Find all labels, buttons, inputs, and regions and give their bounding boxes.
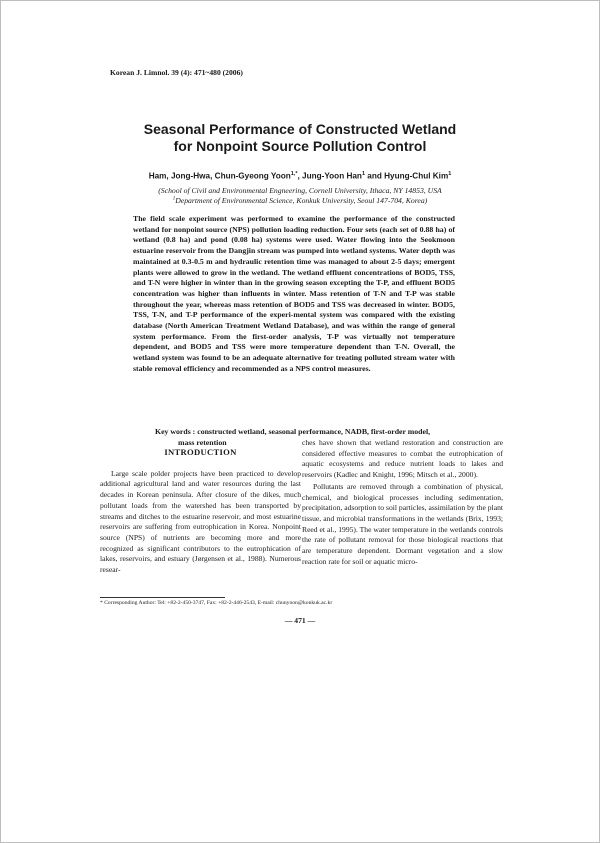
paper-title-line-2: for Nonpoint Source Pollution Control [173,138,427,154]
author-list [0,171,600,181]
right-column [302,438,503,567]
journal-reference: Korean J. Limnol. 39 (4): 471~480 (2006) [110,68,243,77]
introduction-heading: INTRODUCTION [164,447,237,457]
author-2: , Jung-Yoon Han [297,171,362,181]
affiliation-1: (School of Civil and Environmental Engneering, Cornell University, Ithaca, NY 14853, USA [158,186,442,195]
author-2-marker: 1 [361,171,365,177]
affiliation-2-marker: 1 [172,196,176,202]
author-1-marker: 1,* [290,171,298,177]
footnote-rule [100,597,225,598]
corresponding-author-footnote: * Corresponding Author: Tel: +82-2-450-3747, Fax: +82-2-446-2543, E-mail: chunyoon@konkuk.ac.kr [100,600,333,606]
keywords-label: Key words : [155,427,196,436]
affiliation-2 [0,196,600,205]
author-1: Ham, Jong-Hwa, Chun-Gyeong Yoon [148,171,291,181]
author-3: and Hyung-Chul Kim [365,171,449,181]
intro-paragraph-1: Large scale polder projects have been practiced to develop additional agricultural land and water resources during the last decades in Korean peninsula. After closure of the dikes, much pollutant loads from the watershed has been transported by streams and ditches to the estuarine reservoir, and most estuarine reservoirs are suffering from eutrophication in Korea. Nonpoint source (NPS) of nutrients are becoming more and more recognized as significant contributors to the eutrophication of lakes, reservoirs, and estuary (Jørgensen et al., 1988). Numerous resear- [100,468,301,575]
abstract: The field scale experiment was performed to examine the performance of the constructed wetland for nonpoint source (NPS) pollution loading reduction. Four sets (each set of 0.88 ha) of wetland (0.8 ha) and pond (0.08 ha) systems were used. Water flowing into the Seokmoon estuarine reservoir from the Dangjin stream was pumped into wetland systems. Water depth was maintained at 0.3-0.5 m and hydraulic retention time was managed to about 2-5 days; emergent plants were allowed to grow in the wetland. The wetland effluent concentrations of BOD5, TSS, and T-N were higher in winter than in the growing season excepting the T-P, and effluent BOD5 concentration was higher than influents in winter. Mass retention of T-N and T-P was stable throughout the year, whereas mass retention of BOD5 and TSS was decreased in winter. BOD5, TSS, T-N, and T-P performance of the experi-mental system was compared with the existing database (North American Treatment Wetland Database), and was within the range of general system performance. From the first-order analysis, T-P was virtually not temperature dependent, and BOD5 and TSS were more temperature dependent than T-N. Overall, the wetland system was found to be an adequate alternative for treating polluted stream water with stable removal efficiency and recommended as a NPS control measures. [133,214,455,373]
intro-paragraph-1-continued: ches have shown that wetland restoration and construction are considered effective measures to combat the eutrophication of aquatic ecosystems and reduce nutrient loads to lakes and reservoirs (Kadlec and Knight, 1996; Mitsch et al., 2000). [302,438,503,480]
left-column [100,440,301,576]
paper-title-line-1: Seasonal Performance of Constructed Wetland [143,121,457,137]
intro-paragraph-2: Pollutants are removed through a combination of physical, chemical, and biological processes including sedimentation, precipitation, adsorption to soil particles, assimilation by the plant tissue, and microbial transformations in the wetlands (Brix, 1993; Reed et al., 1995). The water temperature in the wetlands controls the rate of pollutant removal for those biological reactions that are temperature dependent. Dormant vegetation and a slow reaction rate for soil or aquatic micro- [302,481,503,566]
keywords-line-2: mass retention [178,437,227,447]
affiliation-2-text: Department of Environmental Science, Konkuk University, Seoul 147-704, Korea) [175,196,428,205]
author-3-marker: 1 [448,171,452,177]
keywords-line-1: constructed wetland, seasonal performance, NADB, first-order model, [197,427,431,436]
page-number: — 471 — [284,616,316,625]
